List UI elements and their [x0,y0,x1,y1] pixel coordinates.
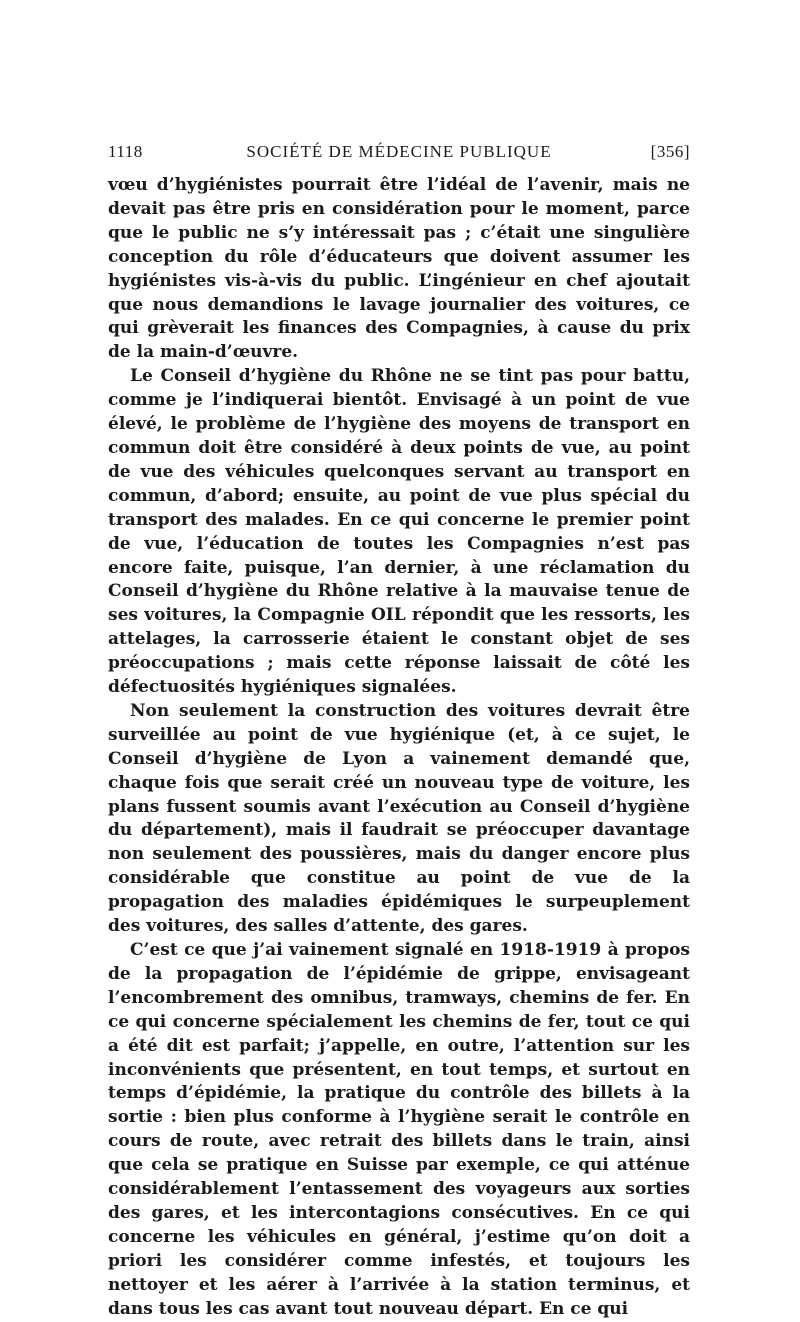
page-number: 1118 [108,142,143,161]
body-text [108,174,690,1322]
running-head [108,138,690,166]
paragraph: Le Conseil d’hygiène du Rhône ne se tint pas pour battu, comme je l’indiquerai bientôt. Envisagé à un point de vue élevé, le problème de l’hygiène des moyens de transport en commun doit être considéré à deux points de vue, au point de vue des véhicules quelconques servant au transport en commun, d’abord; ensuite, au point de vue plus spécial du transport des malades. En ce qui concerne le premier point de vue, l’éducation de toutes les Compagnies n’est pas encore faite, puisque, l’an dernier, à une réclamation du Conseil d’hygiène du Rhône relative à la mauvaise tenue de ses voitures, la Compagnie OIL répondit que les ressorts, les attelages, la carrosserie étaient le constant objet de ses préoccupations ; mais cette réponse laissait de côté les défectuosités hygiéniques signalées. [108,366,690,698]
paragraph: C’est ce que j’ai vainement signalé en 1918-1919 à propos de la propagation de l’épidémie de grippe, envisageant l’encombrement des omnibus, tramways, chemins de fer. En ce qui concerne spécialement les chemins de fer, tout ce qui a été dit est parfait; j’appelle, en outre, l’attention sur les inconvénients que présentent, en tout temps, et surtout en temps d’épidémie, la pratique du contrôle des billets à la sortie : bien plus conforme à l’hygiène serait le contrôle en cours de route, avec retrait des billets dans le train, ainsi que cela se pratique en Suisse par exemple, ce qui atténue considérablement l’entassement des voyageurs aux sorties des gares, et les intercontagions consécutives. En ce qui concerne les véhicules en général, j’estime qu’on doit a priori les considérer comme infestés, et toujours les nettoyer et les aérer à l’arrivée à la station terminus, et dans tous les cas avant tout nouveau départ. En ce qui [108,940,690,1319]
journal-title: SOCIÉTÉ DE MÉDECINE PUBLIQUE [246,142,552,161]
section-number: [356] [650,142,690,161]
document-page [108,138,690,1322]
paragraph: Non seulement la construction des voitures devrait être surveillée au point de vue hygiénique (et, à ce sujet, le Conseil d’hygiène de Lyon a vainement demandé que, chaque fois que serait créé un nouveau type de voiture, les plans fussent soumis avant l’exécution au Conseil d’hygiène du département), mais il faudrait se préoccuper davantage non seulement des poussières, mais du danger encore plus considérable que constitue au point de vue de la propagation des maladies épidémiques le surpeuplement des voitures, des salles d’attente, des gares. [108,700,690,937]
paragraph: vœu d’hygiénistes pourrait être l’idéal de l’avenir, mais ne devait pas être pris en considération pour le moment, parce que le public ne s’y intéressait pas ; c’était une singulière conception du rôle d’éducateurs que doivent assumer les hygiénistes vis-à-vis du public. L’ingénieur en chef ajoutait que nous demandions le lavage journalier des voitures, ce qui grèverait les finances des Compagnies, à cause du prix de la main-d’œuvre. [108,175,690,363]
